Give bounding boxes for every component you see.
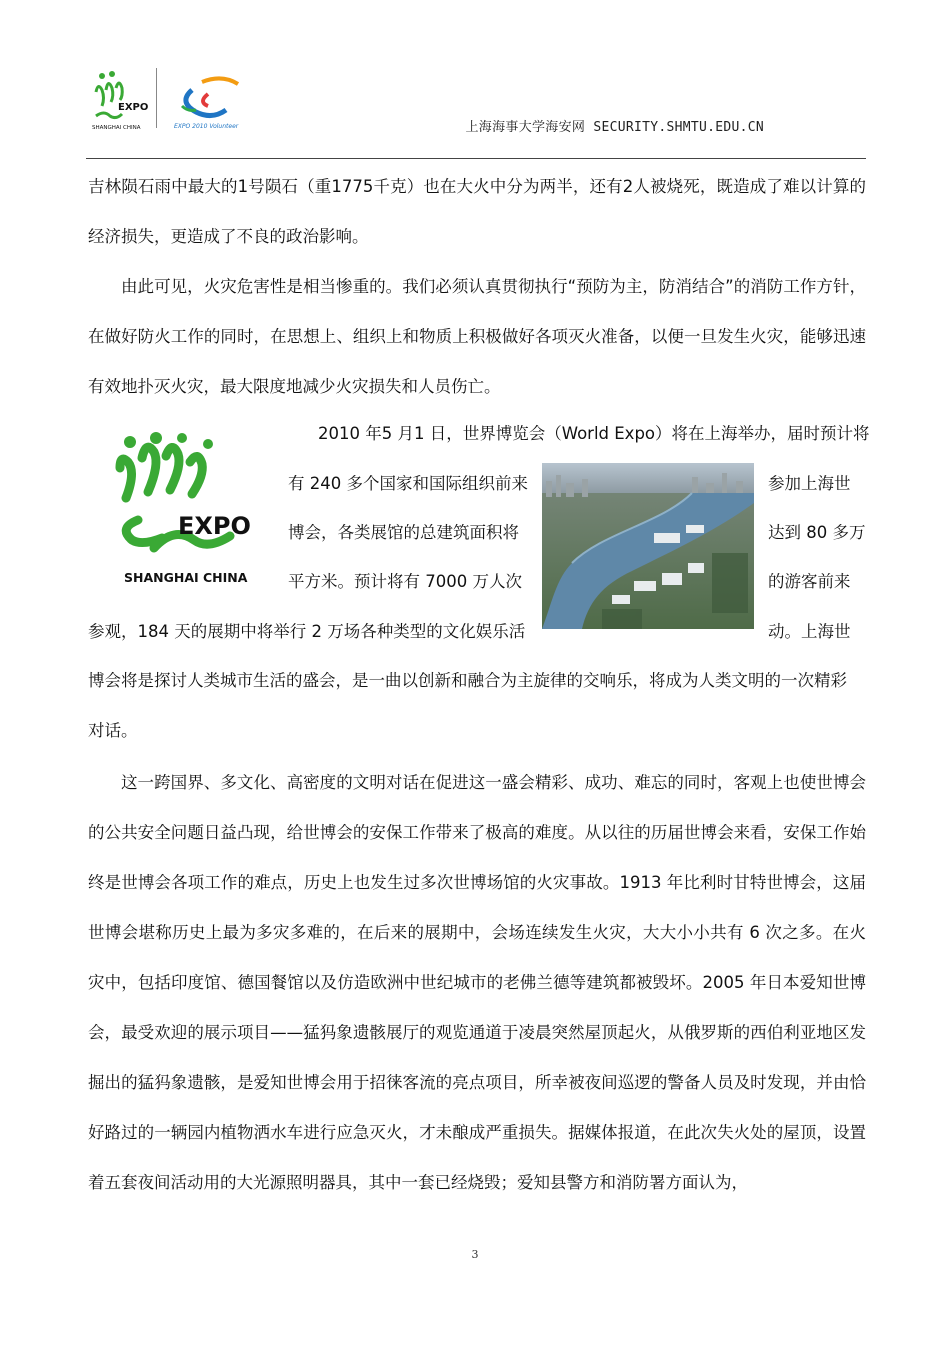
paragraph-3-line-3-right: 达到 80 多万 bbox=[768, 523, 866, 542]
paragraph-3-line-3-left: 博会，各类展馆的总建筑面积将 bbox=[288, 523, 519, 542]
page-header bbox=[86, 60, 866, 159]
expo-word-small: EXPO bbox=[118, 102, 149, 113]
paragraph-3-line-5-right: 动。上海世 bbox=[768, 622, 851, 641]
logo-divider bbox=[156, 68, 157, 128]
page-number: 3 bbox=[471, 1248, 479, 1261]
paragraph-4: 这一跨国界、多文化、高密度的文明对话在促进这一盛会精彩、成功、难忘的同时，客观上也使世博会的公共安全问题日益凸现，给世博会的安保工作带来了极高的难度。从以往的历届世博会来看，安保工作始终是世博会各项工作的难点，历史上也发生过多次世博场馆的火灾事故。1913 年比利时甘特世博会，这届世博会堪称历史上最为多灾多难的，在后来的展期中，会场连续发生火灾，大大小小共有 6 次之多。在火灾中，包括印度馆、德国餐馆以及仿造欧洲中世纪城市的老佛兰德等建筑都被毁坏。2005 年日本爱知世博会，最受欢迎的展示项目——猛犸象遗骸展厅的观览通道于凌晨突然屋顶起火，从俄罗斯的西伯利亚地区发掘出的猛犸象遗骸，是爱知世博会用于招徕客流的亮点项目，所幸被夜间巡逻的警备人员及时发现，并由恰好路过的一辆园内植物洒水车进行应急灭火，才未酿成严重损失。据媒体报道，在此次失火处的屋顶，设置着五套夜间活动用的大光源照明器具，其中一套已经烧毁；爱知县警方和消防署方面认为， bbox=[88, 773, 866, 1192]
paragraph-3-line-2-left: 有 240 多个国家和国际组织前来 bbox=[288, 474, 528, 493]
volunteer-logo-text: EXPO 2010 Volunteer bbox=[174, 123, 239, 130]
paragraph-2: 由此可见，火灾危害性是相当惨重的。我们必须认真贯彻执行“预防为主，防消结合”的消防工作方针，在做好防火工作的同时，在思想上、组织上和物质上积极做好各项灭火准备，以便一旦发生火灾，能够迅速有效地扑灭火灾，最大限度地减少火灾损失和人员伤亡。 bbox=[88, 277, 866, 396]
expo-word: EXPO bbox=[178, 512, 251, 540]
expo-2010-logo bbox=[108, 428, 258, 590]
paragraph-3-line-2-right: 参加上海世 bbox=[768, 474, 851, 493]
expo-caption-small: SHANGHAI CHINA bbox=[92, 125, 141, 131]
paragraph-3-line-1: 2010 年5 月1 日，世界博览会（World Expo）将在上海举办，届时预计将 bbox=[318, 424, 870, 443]
expo-caption: SHANGHAI CHINA bbox=[124, 570, 248, 585]
expo-volunteer-logo bbox=[172, 70, 242, 132]
paragraph-1: 吉林陨石雨中最大的1号陨石（重1775千克）也在大火中分为两半，还有2人被烧死，既造成了难以计算的经济损失，更造成了不良的政治影响。 bbox=[88, 177, 866, 246]
expo-site-aerial-photo bbox=[542, 463, 754, 629]
paragraph-3-line-5-left: 参观，184 天的展期中将举行 2 万场各种类型的文化娱乐活 bbox=[88, 622, 526, 641]
expo-2010-logo-small bbox=[90, 66, 150, 132]
site-name: 上海海事大学海安网 SECURITY.SHMTU.EDU.CN bbox=[465, 120, 764, 135]
paragraph-3-line-4-left: 平方米。预计将有 7000 万人次 bbox=[288, 572, 522, 591]
paragraph-3-line-7: 对话。 bbox=[88, 721, 138, 740]
paragraph-3-line-6: 博会将是探讨人类城市生活的盛会，是一曲以创新和融合为主旋律的交响乐，将成为人类文明的一次精彩 bbox=[88, 671, 847, 690]
paragraph-3-line-4-right: 的游客前来 bbox=[768, 572, 851, 591]
